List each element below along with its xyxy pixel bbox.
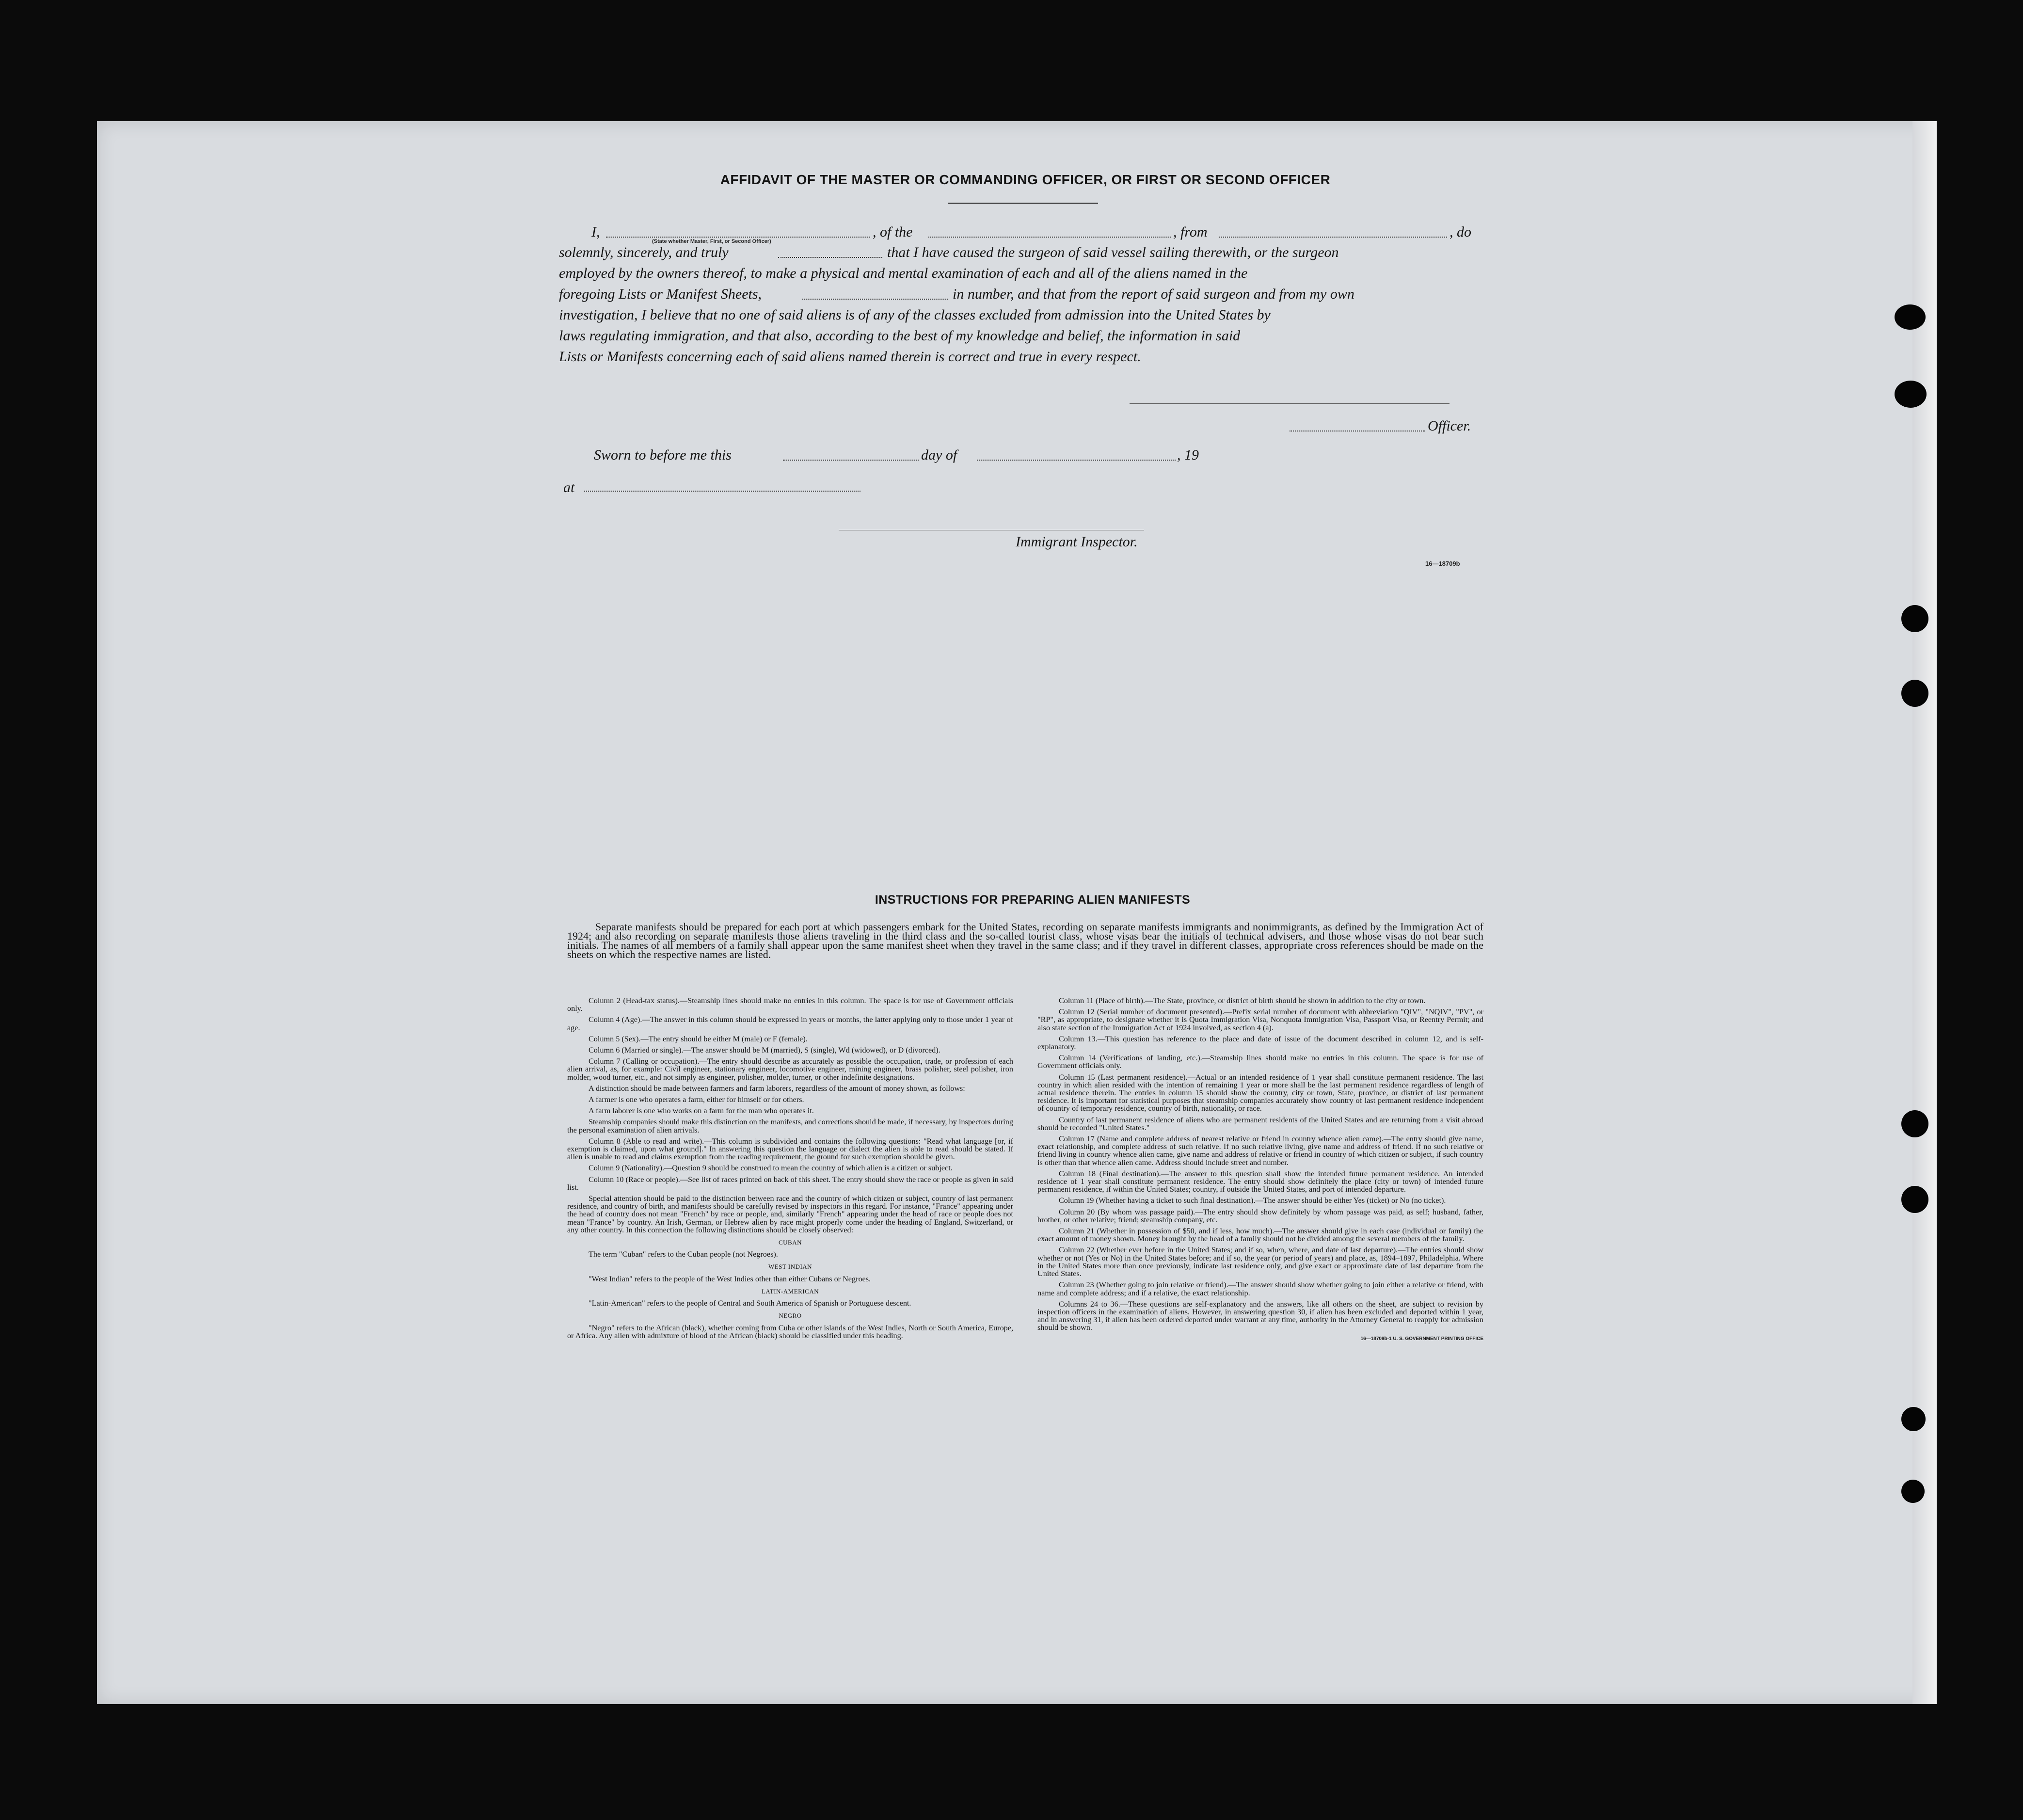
sworn-label: Sworn to before me this <box>594 447 732 463</box>
race-definition-latin-american: "Latin-American" refers to the people of Central and South America of Spanish or Portuguese descent. <box>589 1299 911 1308</box>
aff-line6: laws regulating immigration, and that also, according to the best of my knowledge and belief, the information in said <box>559 328 1241 344</box>
aff-line4a: foregoing Lists or Manifest Sheets, <box>559 286 762 302</box>
punch-hole <box>1901 605 1928 632</box>
aff-line7: Lists or Manifests concerning each of said aliens named therein is correct and true in every respect. <box>559 349 1141 365</box>
race-heading-latin-american: LATIN-AMERICAN <box>761 1287 819 1295</box>
instruction-item: Steamship companies should make this distinction on the manifests, and corrections should be made, if necessary, by inspectors during the personal examination of alien arrivals. <box>567 1118 1013 1134</box>
aff-line5: investigation, I believe that no one of said aliens is of any of the classes excluded from admission into the United States by <box>559 307 1271 323</box>
instruction-item: Column 20 (By whom was passage paid).—The entry should show definitely by whom passage was paid, as self; husband, father, brother, or other relative; friend; steamship company, etc. <box>1037 1207 1483 1224</box>
intro-paragraph: Separate manifests should be prepared for each port at which passengers embark for the United States, recording on separate manifests immigrants and nonimmigrants, as defined by the Immigration Act of 1924; and also recording on separate manifests those aliens traveling in the third class and the so-called tourist class, whose visas bear the initials of technical advisers, and those whose visas do not bear such initials. The names of all members of a family shall appear upon the same manifest sheet when they travel in the same class; and if they travel in different classes, appropriate cross references should be made on the sheets on which the respective names are listed. <box>567 921 1483 960</box>
officer-label: Officer. <box>1428 418 1471 434</box>
instruction-item: Column 10 (Race or people).—See list of races printed on back of this sheet. The entry should show the race or people as given in said list. <box>567 1175 1013 1192</box>
aff-i-label: I, <box>591 224 600 240</box>
aff-line4b: in number, and that from the report of said surgeon and from my own <box>953 286 1354 302</box>
instruction-item: Columns 24 to 36.—These questions are self-explanatory and the answers, like all others on the sheet, are subject to revision by inspection officers in the examination of aliens. However, in answering question 30, if alien has been excluded and deported within 1 year, and in answering 31, if alien has been ordered deported under warrant at any time, authority in the Attorney General to reapply for admission should be shown. <box>1037 1299 1483 1332</box>
instruction-item: Column 19 (Whether having a ticket to such final destination).—The answer should be either Yes (ticket) or No (no ticket). <box>1059 1196 1446 1205</box>
instruction-item: Column 12 (Serial number of document presented).—Prefix serial number of document with abbreviation "QIV", "NQIV", "PV", or "RP", as appropriate, to designate whether it is Quota Immigration Visa, Nonquota Immigration Visa, Passport Visa, or Reentry Permit; and also state section of the Immigration Act of 1924 involved, as section 4 (a). <box>1037 1007 1483 1032</box>
instruction-item: Column 18 (Final destination).—The answer to this question shall show the intended future permanent residence. An intended residence of 1 year shall constitute permanent residence. The entry should show definitely the place (city or town) of intended future permanent residence, if within the United States; country, if outside the United States, and port of intended departure. <box>1037 1169 1483 1194</box>
aff-line2b: that I have caused the surgeon of said vessel sailing therewith, or the surgeon <box>887 244 1339 260</box>
race-definition-west-indian: "West Indian" refers to the people of the West Indies other than either Cubans or Negroes. <box>589 1274 871 1283</box>
officer-rank-blank <box>606 237 870 238</box>
punch-hole <box>1895 381 1927 408</box>
aff-from: , from <box>1173 224 1208 240</box>
punch-hole <box>1901 680 1928 707</box>
instruction-item: Column 11 (Place of birth).—The State, province, or district of birth should be shown in addition to the city or town. <box>1059 996 1426 1005</box>
aff-do: , do <box>1450 224 1471 240</box>
year-label: , 19 <box>1177 447 1199 463</box>
race-heading-cuban: CUBAN <box>778 1239 802 1246</box>
aff-line3: employed by the owners thereof, to make a physical and mental examination of each and all of the aliens named in the <box>559 265 1248 281</box>
sworn-day-blank <box>783 460 919 461</box>
instruction-item: Column 8 (Able to read and write).—This column is subdivided and contains the following questions: "Read what language [or, if exemption is claimed, upon what ground]." In answering this question the language or dialect the alien is able to read should be stated. If alien is unable to read and claims exemption from the reading requirement, the ground for such exemption should be given. <box>567 1136 1013 1162</box>
sheets-count-blank <box>802 299 948 300</box>
instruction-item: Column 15 (Last permanent residence).—Actual or an intended residence of 1 year shall constitute permanent residence. The last country in which alien resided with the intention of remaining 1 year or more shall be the last permanent residence regardless of length of actual residence therein. The entries in column 15 should show the country, city or town, State, province, or district of last permanent residence. It is important for statistical purposes that steamship companies accurately show country of last permanent residence independent of country of temporary residence, country of birth, nationality, or race. <box>1037 1072 1483 1113</box>
instructions-right-column <box>1037 997 1483 1346</box>
race-definition-negro: "Negro" refers to the African (black), whether coming from Cuba or other islands of the West Indies, North or South America, Europe, or Africa. Any alien with admixture of blood of the African (black) should be classified under this heading. <box>567 1323 1013 1340</box>
instructions-title: INSTRUCTIONS FOR PREPARING ALIEN MANIFESTS <box>875 893 1191 907</box>
instruction-item: Column 22 (Whether ever before in the United States; and if so, when, where, and date of last departure).—The entries should show whether or not (Yes or No) in the United States before; and if so, the year (or period of years) and place, as, 1894–1897, Philadelphia. Where in the United States more than once previously, indicate last residence only, and give exact or approximate date of last departure from the United States. <box>1037 1245 1483 1278</box>
day-of-label: day of <box>921 447 957 463</box>
instruction-item: Column 6 (Married or single).—The answer should be M (married), S (single), Wd (widowed), or D (divorced). <box>589 1046 940 1055</box>
instruction-item: A farm laborer is one who works on a farm for the man who operates it. <box>589 1106 814 1116</box>
race-heading-negro: NEGRO <box>779 1312 802 1320</box>
punch-hole <box>1901 1407 1926 1431</box>
instruction-item: Column 9 (Nationality).—Question 9 should be construed to mean the country of which alien is a citizen or subject. <box>589 1164 953 1173</box>
punch-hole <box>1901 1480 1925 1503</box>
instruction-item: Column 5 (Sex).—The entry should be either M (male) or F (female). <box>589 1034 808 1043</box>
instructions-intro <box>567 922 1483 959</box>
punch-hole <box>1895 304 1926 330</box>
signature-line <box>1130 403 1450 404</box>
punch-hole <box>1901 1110 1928 1137</box>
instruction-item: Column 23 (Whether going to join relative or friend).—The answer should show whether going to join either a relative or friend, with name and complete address; and if a relative, the exact relationship. <box>1037 1280 1483 1297</box>
vessel-blank <box>928 237 1171 238</box>
instruction-item: Column 7 (Calling or occupation).—The entry should describe as accurately as possible the occupation, trade, or profession of each alien arrival, as, for example: Civil engineer, stationary engineer, locomotive engineer, mining engineer, brass polisher, steel polisher, iron molder, wood turner, etc., and not simply as engineer, polisher, molder, turner, or other indefinite designations. <box>567 1057 1013 1082</box>
solemnly-blank <box>778 257 882 258</box>
instruction-item: Column 13.—This question has reference to the place and date of issue of the document described in column 12, and is self-explanatory. <box>1037 1034 1483 1052</box>
aff-of-the: , of the <box>873 224 913 240</box>
race-heading-west-indian: WEST INDIAN <box>768 1263 812 1271</box>
affidavit-title: AFFIDAVIT OF THE MASTER OR COMMANDING OFFICER, OR FIRST OR SECOND OFFICER <box>720 172 1331 187</box>
sheet-edge <box>1912 121 1937 1704</box>
instruction-item: A distinction should be made between farmers and farm laborers, regardless of the amount of money shown, as follows: <box>589 1084 965 1093</box>
printing-office-footer: 16—18709b-1 U. S. GOVERNMENT PRINTING OFFICE <box>1360 1336 1483 1341</box>
port-blank <box>1219 237 1447 238</box>
instruction-item: Column 4 (Age).—The answer in this column should be expressed in years or months, the latter applying only to those under 1 year of age. <box>567 1015 1013 1032</box>
instruction-item: Special attention should be paid to the distinction between race and the country of which citizen or subject, country of last permanent residence, and country of birth, and manifests should be carefully revised by inspectors in this regard. For instance, "France" appearing under the head of country does not mean "French" by race or people, and, similarly "French" appearing under the head of race or people does not mean "France" by country. An Irish, German, or Hebrew alien by race might properly come under the heading of England, Switzerland, or any other country. In this connection the following distinctions should be closely observed: <box>567 1194 1013 1234</box>
instruction-item: Column 17 (Name and complete address of nearest relative or friend in country whence alien came).—The entry should give name, exact relationship, and complete address of such relative. If no such relative living, give name and address of friend. If no such relative or friend living in country whence alien came, give name and address of relative or friend in country of which citizen or subject, if such country is other than that whence alien came. Address should include street and number. <box>1037 1134 1483 1167</box>
form-number: 16—18709b <box>1425 560 1460 567</box>
at-label: at <box>563 479 575 495</box>
punch-hole <box>1901 1186 1928 1213</box>
instruction-item: Column 14 (Verifications of landing, etc.).—Steamship lines should make no entries in this column. The space is for use of Government officials only. <box>1037 1054 1483 1070</box>
at-place-blank <box>584 491 860 492</box>
title-divider <box>948 203 1098 204</box>
instruction-item: Column 21 (Whether in possession of $50, and if less, how much).—The answer should give in each case (individual or family) the exact amount of money shown. Money brought by the head of a family should not be divided among the several members of the family. <box>1037 1227 1483 1244</box>
sworn-month-blank <box>977 460 1176 461</box>
instruction-item: A farmer is one who operates a farm, either for himself or for others. <box>589 1095 804 1104</box>
instruction-item: Country of last permanent residence of aliens who are permanent residents of the United States and are returning from a visit abroad should be recorded "United States." <box>1037 1115 1483 1132</box>
race-definition-cuban: The term "Cuban" refers to the Cuban people (not Negroes). <box>589 1250 778 1259</box>
instruction-item: Column 2 (Head-tax status).—Steamship lines should make no entries in this column. The space is for use of Government officials only. <box>567 996 1013 1013</box>
aff-line2a: solemnly, sincerely, and truly <box>559 244 729 260</box>
instructions-left-column <box>567 997 1013 1343</box>
rank-note: (State whether Master, First, or Second Officer) <box>652 239 771 244</box>
inspector-label: Immigrant Inspector. <box>1016 534 1138 550</box>
